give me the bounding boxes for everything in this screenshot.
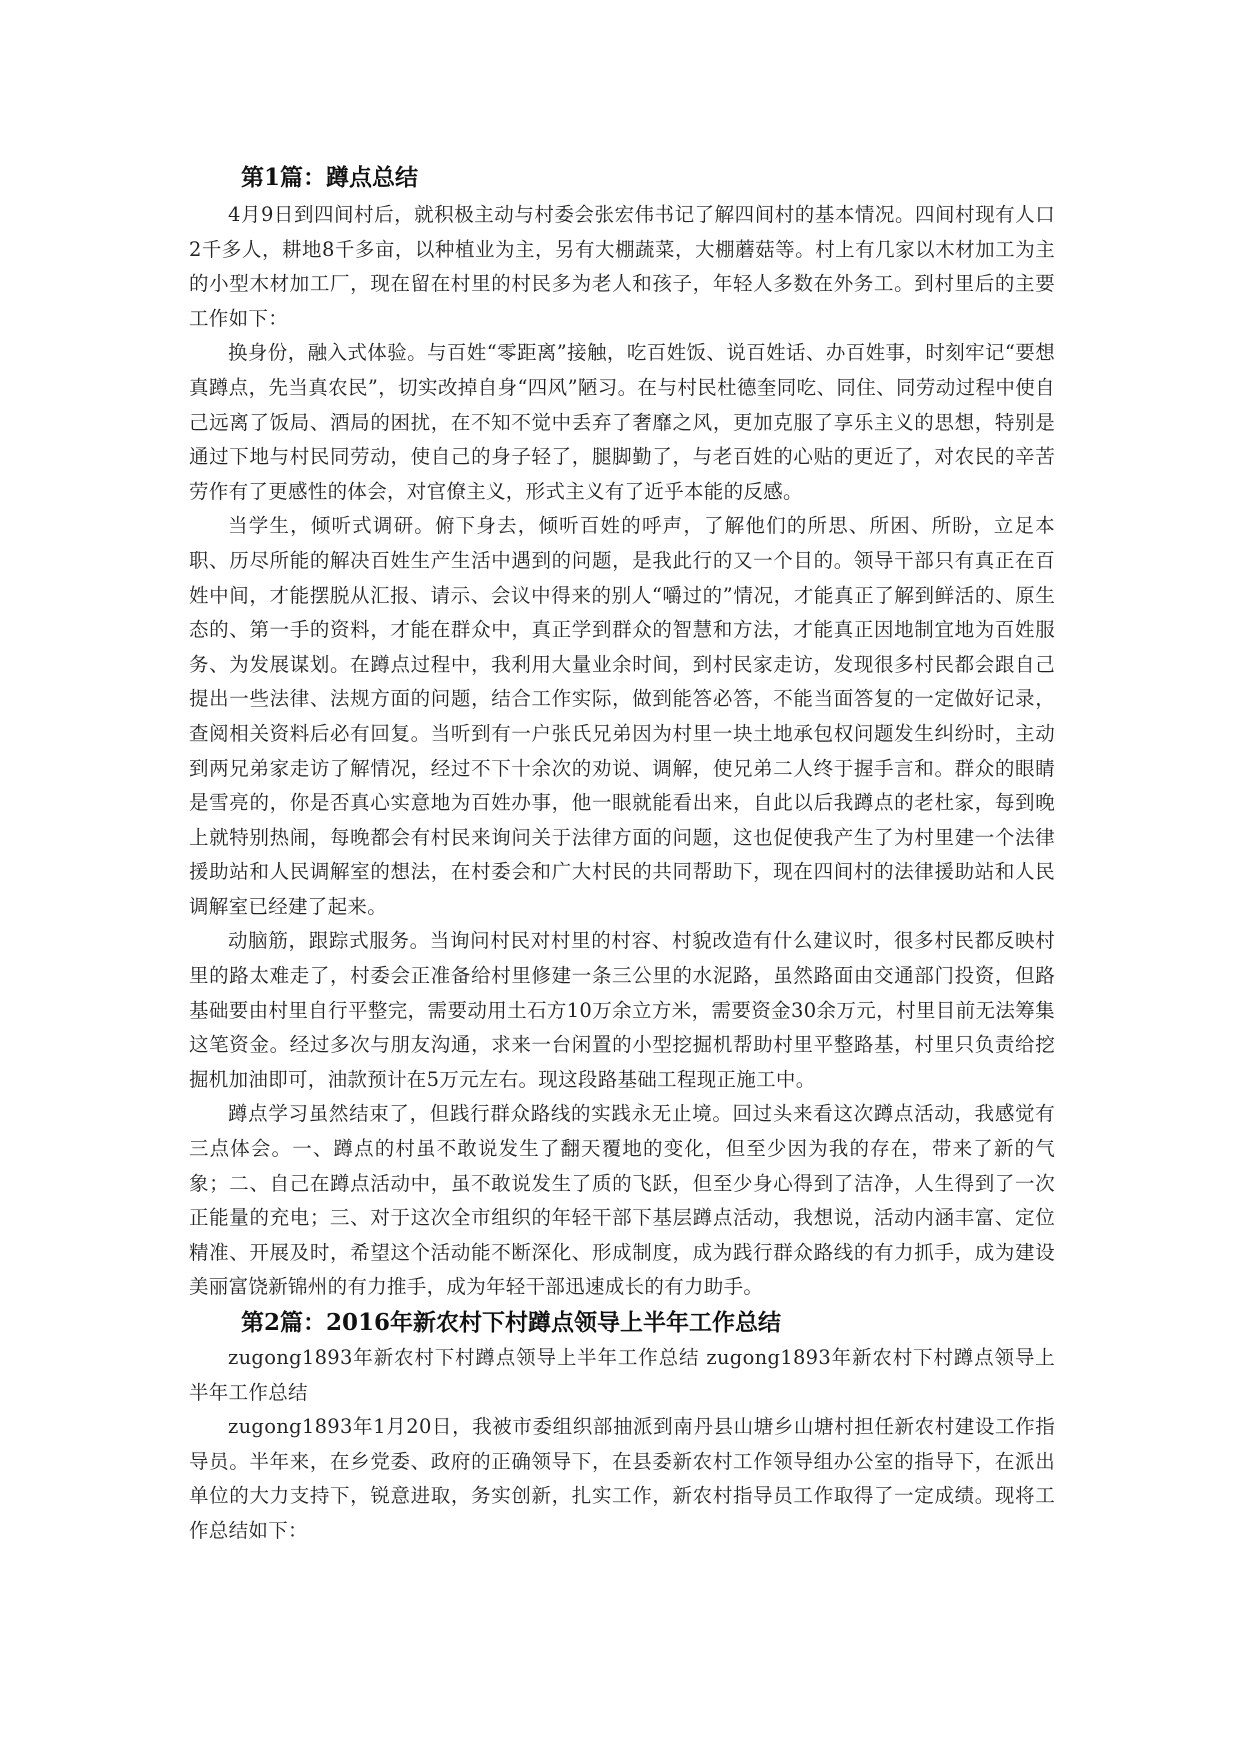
section-2-heading: 第2篇：2016年新农村下村蹲点领导上半年工作总结 xyxy=(241,1309,782,1336)
section-2-paragraph: zugong1893年新农村下村蹲点领导上半年工作总结 zugong1893年新农村下村蹲点领导上半年工作总结 xyxy=(189,1346,1055,1404)
section-1-paragraph: 4月9日到四间村后，就积极主动与村委会张宏伟书记了解四间村的基本情况。四间村现有人口2千多人，耕地8千多亩，以种植业为主，另有大棚蔬菜，大棚蘑菇等。村上有几家以木材加工为主的小型木材加工厂，现在留在村里的村民多为老人和孩子，年轻人多数在外务工。到村里后的主要工作如下： xyxy=(189,203,1055,330)
section-1-paragraph: 动脑筋，跟踪式服务。当询问村民对村里的村容、村貌改造有什么建议时，很多村民都反映村里的路太难走了，村委会正准备给村里修建一条三公里的水泥路，虽然路面由交通部门投资，但路基础要由村里自行平整完，需要动用土石方10万余立方米，需要资金30余万元，村里目前无法筹集这笔资金。经过多次与朋友沟通，求来一台闲置的小型挖掘机帮助村里平整路基，村里只负责给挖掘机加油即可，油款预计在5万元左右。现这段路基础工程现正施工中。 xyxy=(189,929,1055,1091)
section-1-paragraph: 换身份，融入式体验。与百姓“零距离”接触，吃百姓饭、说百姓话、办百姓事，时刻牢记“要想真蹲点，先当真农民”，切实改掉自身“四风”陋习。在与村民杜德奎同吃、同住、同劳动过程中使自己远离了饭局、酒局的困扰，在不知不觉中丢弃了奢靡之风，更加克服了享乐主义的思想，特别是通过下地与村民同劳动，使自己的身子轻了，腿脚勤了，与老百姓的心贴的更近了，对农民的辛苦劳作有了更感性的体会，对官僚主义，形式主义有了近乎本能的反感。 xyxy=(189,341,1055,503)
section-1-paragraph: 蹲点学习虽然结束了，但践行群众路线的实践永无止境。回过头来看这次蹲点活动，我感觉有三点体会。一、蹲点的村虽不敢说发生了翻天覆地的变化，但至少因为我的存在，带来了新的气象；二、自己在蹲点活动中，虽不敢说发生了质的飞跃，但至少身心得到了洁净，人生得到了一次正能量的充电；三、对于这次全市组织的年轻干部下基层蹲点活动，我想说，活动内涵丰富、定位精准、开展及时，希望这个活动能不断深化、形成制度，成为践行群众路线的有力抓手，成为建设美丽富饶新锦州的有力推手，成为年轻干部迅速成长的有力助手。 xyxy=(189,1102,1055,1299)
section-1-heading: 第1篇：蹲点总结 xyxy=(241,164,419,191)
section-2-paragraph: zugong1893年1月20日，我被市委组织部抽派到南丹县山塘乡山塘村担任新农村建设工作指导员。半年来，在乡党委、政府的正确领导下，在县委新农村工作领导组办公室的指导下，在派出单位的大力支持下，锐意进取，务实创新，扎实工作，新农村指导员工作取得了一定成绩。现将工作总结如下： xyxy=(189,1415,1055,1542)
section-1-paragraph: 当学生，倾听式调研。俯下身去，倾听百姓的呼声，了解他们的所思、所困、所盼，立足本职、历尽所能的解决百姓生产生活中遇到的问题，是我此行的又一个目的。领导干部只有真正在百姓中间，才能摆脱从汇报、请示、会议中得来的别人“嚼过的”情况，才能真正了解到鲜活的、原生态的、第一手的资料，才能在群众中，真正学到群众的智慧和方法，才能真正因地制宜地为百姓服务、为发展谋划。在蹲点过程中，我利用大量业余时间，到村民家走访，发现很多村民都会跟自己提出一些法律、法规方面的问题，结合工作实际，做到能答必答，不能当面答复的一定做好记录，查阅相关资料后必有回复。当听到有一户张氏兄弟因为村里一块土地承包权问题发生纠纷时，主动到两兄弟家走访了解情况，经过不下十余次的劝说、调解，使兄弟二人终于握手言和。群众的眼睛是雪亮的，你是否真心实意地为百姓办事，他一眼就能看出来，自此以后我蹲点的老杜家，每到晚上就特别热闹，每晚都会有村民来询问关于法律方面的问题，这也促使我产生了为村里建一个法律援助站和人民调解室的想法，在村委会和广大村民的共同帮助下，现在四间村的法律援助站和人民调解室已经建了起来。 xyxy=(189,514,1055,918)
document-page xyxy=(189,160,1055,1549)
